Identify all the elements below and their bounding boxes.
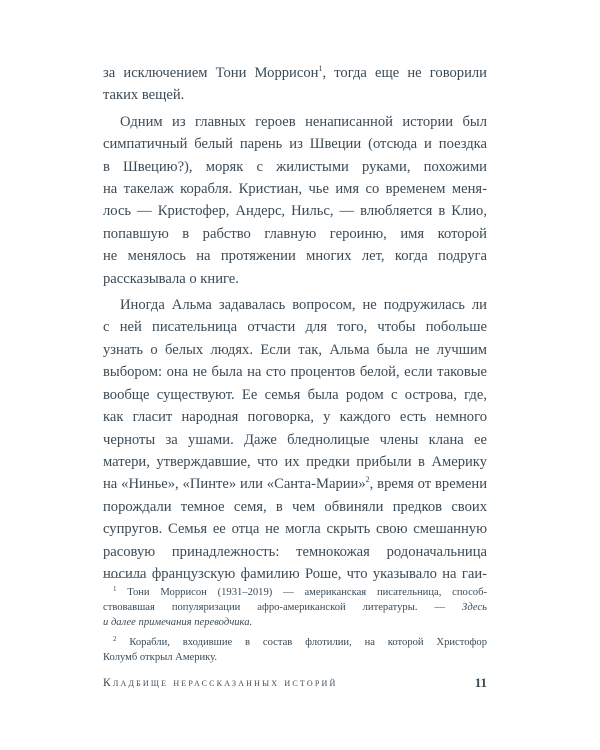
footnote-line: и далее примечания переводчика. [103, 617, 253, 628]
text-line: как гласит народная поговорка, у каждого есть немного [103, 409, 487, 426]
footnotes [103, 585, 487, 670]
paragraph-2 [103, 111, 487, 290]
text-line: в Швецию?), моряк с жилистыми руками, похожими [103, 158, 487, 175]
text-line: на «Нинье», «Пинте» или «Санта-Марии»$^2$, время от времени [103, 475, 488, 493]
text-line: таких вещей. [103, 87, 185, 104]
footnote-ref-2[interactable]: 2 [365, 475, 370, 485]
body-text [103, 62, 487, 589]
footnote-line: ствовавшая популяризации афро-американской литературы. — Здесь [103, 602, 487, 613]
text-line: за исключением Тони Моррисон$^1$, тогда еще не говорили [103, 64, 487, 81]
text-line: вообще существуют. Ее семья была родом с острова, где, [103, 386, 487, 403]
text-line: матери, утверждавшие, что их предки прибыли в Америку [103, 453, 487, 470]
text-line: узнать о белых людях. Если так, Альма была не лучшим [103, 341, 487, 358]
text-line: выбором: она не была на сто процентов белой, если таковые [103, 364, 487, 381]
text-line: не менялось на протяжении многих лет, когда подруга [103, 248, 487, 265]
text-line: носила французскую фамилию Роше, что указывало на гаи- [103, 565, 487, 582]
text-line: рассказывала о книге. [103, 270, 239, 287]
text-line: лось — Кристофер, Андерс, Нильс, — влюбляется в Клио, [103, 203, 487, 220]
text-line: с ней писательница отчасти для того, чтобы побольше [103, 319, 487, 336]
footnote-line: Колумб открыл Америку. [103, 652, 218, 663]
footnote-marker: 2 [113, 635, 117, 643]
footnote-1 [103, 585, 487, 630]
text-line: Одним из главных героев ненаписанной истории был [120, 113, 487, 130]
text-line: порождали темное семя, в чем обвиняли предков своих [103, 498, 487, 515]
footnote-line: $^1$ Тони Моррисон (1931–2019) — американская писательница, способ- [113, 585, 487, 598]
footnote-2 [103, 635, 487, 665]
text-line: Иногда Альма задавалась вопросом, не подружилась ли [120, 297, 487, 314]
text-line: расовую принадлежность: темнокожая родоначальница [103, 543, 487, 560]
footnote-line: $^2$ Корабли, входившие в состав флотилии, на которой Христофор [113, 635, 487, 648]
text-line: супругов. Семья ее отца не могла скрыть свою смешанную [103, 521, 487, 538]
footnote-ref-1[interactable]: 1 [318, 64, 323, 73]
footnote-marker: 1 [113, 585, 117, 593]
page-number: 11 [474, 675, 487, 690]
paragraph-1 [103, 62, 487, 107]
text-line: симпатичный белый парень из Швеции (отсюда и поездка [103, 136, 487, 153]
text-line: черноты за ушами. Даже бледнолицые члены клана ее [103, 431, 487, 448]
text-line: на такелаж корабля. Кристиан, чье имя со временем меня- [103, 181, 487, 198]
text-line: попавшую в рабство главную героиню, имя которой [103, 225, 487, 242]
running-title: Кладбище нерассказанных историй [103, 677, 338, 689]
footnote-divider [103, 577, 143, 578]
paragraph-3 [103, 294, 487, 585]
